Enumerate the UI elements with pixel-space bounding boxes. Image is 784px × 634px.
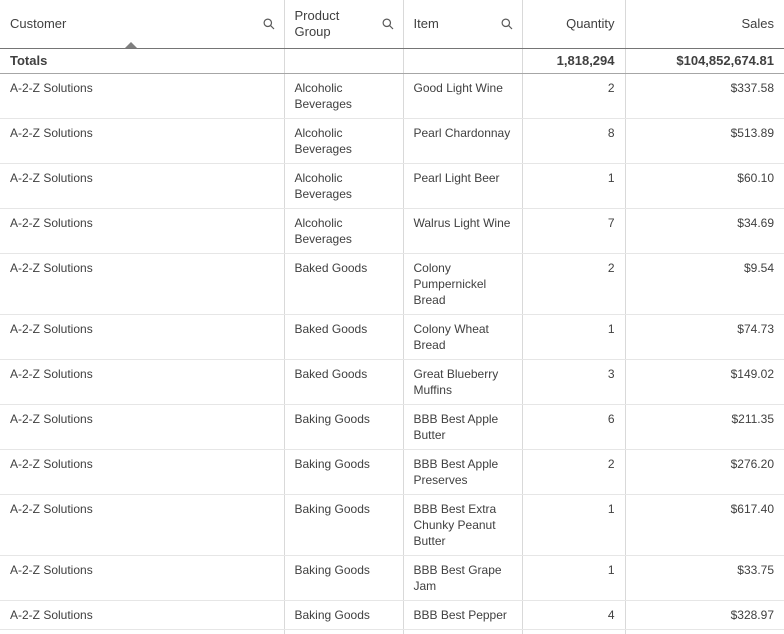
cell-product-group[interactable]: Baking Goods	[284, 404, 403, 449]
cell-quantity: 7	[522, 208, 625, 253]
totals-product-group-cell	[284, 48, 403, 73]
column-header-customer[interactable]	[0, 0, 284, 48]
cell-sales: $9.54	[625, 253, 784, 314]
cell-quantity: 1	[522, 555, 625, 600]
cell-quantity: 2	[522, 449, 625, 494]
cell-customer[interactable]: A-2-Z Solutions	[0, 555, 284, 600]
cell-customer[interactable]: A-2-Z Solutions	[0, 449, 284, 494]
cell-item[interactable]: Walrus Light Wine	[403, 208, 522, 253]
cell-quantity: 3	[522, 359, 625, 404]
cell-quantity: 2	[522, 73, 625, 118]
cell-product-group[interactable]: Baking Goods	[284, 600, 403, 629]
cell-quantity: 8	[522, 118, 625, 163]
cell-customer[interactable]: A-2-Z Solutions	[0, 253, 284, 314]
cell-item[interactable]: Great Blueberry Muffins	[403, 359, 522, 404]
cell-quantity: 6	[522, 404, 625, 449]
table-row	[0, 404, 784, 449]
table-body	[0, 48, 784, 634]
cell-quantity: 1	[522, 163, 625, 208]
table-row	[0, 359, 784, 404]
cell-customer[interactable]: A-2-Z Solutions	[0, 118, 284, 163]
cell-product-group-empty	[284, 629, 403, 634]
cell-product-group[interactable]: Alcoholic Beverages	[284, 118, 403, 163]
cell-item[interactable]: BBB Best Apple Preserves	[403, 449, 522, 494]
cell-sales: $276.20	[625, 449, 784, 494]
cell-sales: $513.89	[625, 118, 784, 163]
column-header-quantity[interactable]	[522, 0, 625, 48]
cell-sales-empty	[625, 629, 784, 634]
cell-item[interactable]: BBB Best Extra Chunky Peanut Butter	[403, 494, 522, 555]
column-header-item[interactable]	[403, 0, 522, 48]
cell-product-group[interactable]: Baking Goods	[284, 494, 403, 555]
cell-item[interactable]: Pearl Chardonnay	[403, 118, 522, 163]
cell-customer[interactable]: A-2-Z Solutions	[0, 163, 284, 208]
table-row	[0, 555, 784, 600]
cell-sales: $328.97	[625, 600, 784, 629]
table-header	[0, 0, 784, 48]
cell-customer[interactable]: A-2-Z Solutions	[0, 73, 284, 118]
cell-customer[interactable]: A-2-Z Solutions	[0, 208, 284, 253]
cell-sales: $149.02	[625, 359, 784, 404]
header-row	[0, 0, 784, 48]
table-row	[0, 208, 784, 253]
search-icon[interactable]	[382, 18, 394, 30]
cell-product-group[interactable]: Baked Goods	[284, 359, 403, 404]
column-header-label: Sales	[741, 15, 774, 31]
cell-sales: $74.73	[625, 314, 784, 359]
cell-item[interactable]: Pearl Light Beer	[403, 163, 522, 208]
cell-product-group[interactable]: Baked Goods	[284, 253, 403, 314]
cell-sales: $211.35	[625, 404, 784, 449]
table-row	[0, 73, 784, 118]
totals-quantity: 1,818,294	[522, 48, 625, 73]
search-icon[interactable]	[263, 18, 275, 30]
cell-sales: $337.58	[625, 73, 784, 118]
cell-sales: $617.40	[625, 494, 784, 555]
cell-product-group[interactable]: Alcoholic Beverages	[284, 208, 403, 253]
cell-customer[interactable]: A-2-Z Solutions	[0, 359, 284, 404]
cell-quantity: 4	[522, 600, 625, 629]
column-header-label: Item	[413, 15, 439, 31]
cell-customer[interactable]: A-2-Z Solutions	[0, 494, 284, 555]
cell-product-group[interactable]: Baking Goods	[284, 555, 403, 600]
table-row	[0, 118, 784, 163]
table-row	[0, 163, 784, 208]
cell-item-empty	[403, 629, 522, 634]
cell-quantity-empty	[522, 629, 625, 634]
sort-ascending-icon	[125, 42, 137, 48]
totals-sales: $104,852,674.81	[625, 48, 784, 73]
cell-quantity: 2	[522, 253, 625, 314]
cell-product-group[interactable]: Baked Goods	[284, 314, 403, 359]
table-row	[0, 253, 784, 314]
table-row	[0, 600, 784, 629]
cell-item[interactable]: BBB Best Pepper	[403, 600, 522, 629]
table-row	[0, 449, 784, 494]
cell-product-group[interactable]: Alcoholic Beverages	[284, 73, 403, 118]
totals-row	[0, 48, 784, 73]
cell-product-group[interactable]: Baking Goods	[284, 449, 403, 494]
cell-item[interactable]: BBB Best Apple Butter	[403, 404, 522, 449]
cell-item[interactable]: Colony Wheat Bread	[403, 314, 522, 359]
cell-quantity: 1	[522, 314, 625, 359]
table-row-partial	[0, 629, 784, 634]
cell-item[interactable]: BBB Best Grape Jam	[403, 555, 522, 600]
totals-item-cell	[403, 48, 522, 73]
cell-product-group[interactable]: Alcoholic Beverages	[284, 163, 403, 208]
cell-item[interactable]: Colony Pumpernickel Bread	[403, 253, 522, 314]
column-header-label: Product Group	[294, 7, 340, 39]
cell-item[interactable]: Good Light Wine	[403, 73, 522, 118]
table-row	[0, 314, 784, 359]
cell-customer[interactable]: A-2-Z Solutions	[0, 314, 284, 359]
search-icon[interactable]	[501, 18, 513, 30]
totals-label: Totals	[0, 48, 284, 73]
column-header-label: Quantity	[566, 15, 615, 31]
column-header-label: Customer	[10, 15, 67, 31]
cell-customer-empty	[0, 629, 284, 634]
column-header-product-group[interactable]	[284, 0, 403, 48]
cell-customer[interactable]: A-2-Z Solutions	[0, 404, 284, 449]
cell-sales: $34.69	[625, 208, 784, 253]
cell-quantity: 1	[522, 494, 625, 555]
cell-customer[interactable]: A-2-Z Solutions	[0, 600, 284, 629]
table-row	[0, 494, 784, 555]
cell-sales: $33.75	[625, 555, 784, 600]
column-header-sales[interactable]	[625, 0, 784, 48]
cell-sales: $60.10	[625, 163, 784, 208]
